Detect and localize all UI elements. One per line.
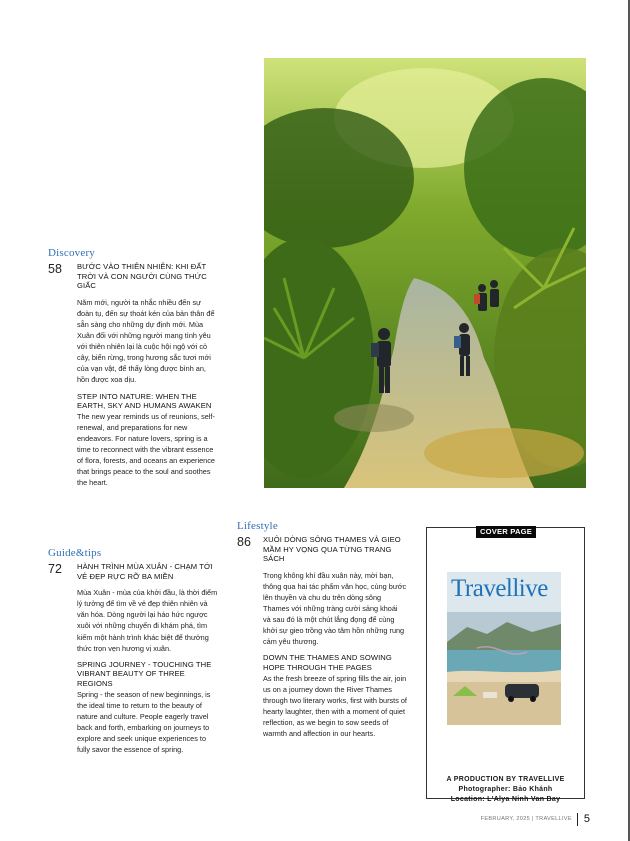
- guide-tips-title-vi: HÀNH TRÌNH MÙA XUÂN - CHẠM TỚI VẺ ĐẸP RỰC RỠ BA MIỀN: [77, 562, 213, 581]
- guide-tips-page-number: 72: [48, 562, 62, 576]
- discovery-text-en: The new year reminds us of reunions, self-renewal, and preparations for new endeavors. For nature lovers, spring is a time to reconnect with the vibrant essence of flora, forests, and oceans an experience that brings peace to the soul and soothes the heart.: [77, 411, 215, 488]
- guide-tips-entry[interactable]: [48, 562, 218, 755]
- guide-tips-entry-body: [77, 562, 218, 755]
- discovery-title-vi: BƯỚC VÀO THIÊN NHIÊN: KHI ĐẤT TRỜI VÀ CON NGƯỜI CÙNG THỨC GIẤC: [77, 262, 207, 291]
- lifestyle-section-label: Lifestyle: [237, 520, 278, 532]
- cover-magazine-brand: Travellive: [451, 575, 548, 602]
- discovery-entry-body: [77, 262, 218, 488]
- guide-tips-section-label: Guide&tips: [48, 547, 102, 559]
- discovery-section-label: Discovery: [48, 247, 96, 259]
- footer-page-number: 5: [583, 813, 590, 825]
- lifestyle-page-number: 86: [237, 535, 251, 549]
- cover-production-credit: A PRODUCTION BY TRAVELLIVE: [446, 776, 565, 783]
- guide-tips-text-vi: Mùa Xuân - mùa của khởi đầu, là thời điểm lý tưởng để tìm về vẻ đẹp thiên nhiên và văn hóa. Dòng người lại háo hức ngược xuôi với những chuyến đi khám phá, tìm kiếm một hành trình khác biệt để thưởng thức trọn vẹn hương vị xuân.: [77, 588, 218, 653]
- page-footer: [380, 812, 590, 826]
- discovery-page-number: 58: [48, 262, 62, 276]
- feature-photo-jungle-stream: [264, 58, 586, 488]
- guide-tips-section: [48, 547, 218, 755]
- lifestyle-section: [237, 520, 407, 739]
- footer-divider: [577, 813, 578, 826]
- cover-photographer-credit: Photographer: Bảo Khánh: [458, 786, 553, 793]
- discovery-title-en: STEP INTO NATURE: WHEN THE EARTH, SKY AND HUMANS AWAKEN: [77, 391, 212, 411]
- lifestyle-text-vi: Trong không khí đầu xuân này, mời bạn, thông qua hai tác phẩm văn học, cùng bước lên thuyền và chu du trên dòng sông Thames với những tràng cười sảng khoái và sau đó là một chút lắng đọng để cùng khởi sự gieo trồng vào tâm hồn những rung cảm yêu thương.: [263, 570, 407, 647]
- lifestyle-entry-body: [263, 535, 407, 739]
- discovery-text-vi: Năm mới, người ta nhắc nhiều đến sự đoàn tụ, đến sự thoát kén của bản thân để sẵn sàng cho những dự định mới. Mùa Xuân đối với những người mang tình yêu với thiên nhiên lại là cuộc hội ngộ với cỏ cây, biển rừng, trong hương sắc tươi mới của vạn vật, để thấy lòng được bình an, hồn được xoa dịu.: [77, 297, 215, 385]
- footer-issue-label: FEBRUARY, 2025 | TRAVELLIVE: [480, 816, 572, 822]
- discovery-section: [48, 247, 218, 488]
- discovery-entry[interactable]: [48, 262, 218, 488]
- lifestyle-entry[interactable]: [237, 535, 407, 739]
- guide-tips-text-en: Spring - the season of new beginnings, is the ideal time to return to the beauty of nature and culture. People eagerly travel back and forth, embarking on journeys to explore and seek unique experiences to fully savor the essence of spring.: [77, 689, 211, 754]
- guide-tips-title-en: SPRING JOURNEY - TOUCHING THE VIBRANT BEAUTY OF THREE REGIONS: [77, 659, 212, 688]
- cover-thumbnail[interactable]: [447, 572, 561, 725]
- cover-credits: [426, 775, 585, 805]
- cover-page-label: COVER PAGE: [476, 526, 536, 538]
- lifestyle-title-vi: XUÔI DÒNG SÔNG THAMES VÀ GIEO MẦM HY VỌNG QUA TỪNG TRANG SÁCH: [263, 535, 401, 564]
- lifestyle-text-en: As the fresh breeze of spring fills the air, join us on a journey down the River Thames through two literary works, first with bursts of hearty laughter, then with a moment of quiet reflection, as we begin to sow seeds of warmth and affection in our hearts.: [263, 673, 407, 739]
- lifestyle-title-en: DOWN THE THAMES AND SOWING HOPE THROUGH THE PAGES: [263, 653, 392, 673]
- cover-location-credit: Location: L'Alya Ninh Van Bay: [450, 796, 561, 803]
